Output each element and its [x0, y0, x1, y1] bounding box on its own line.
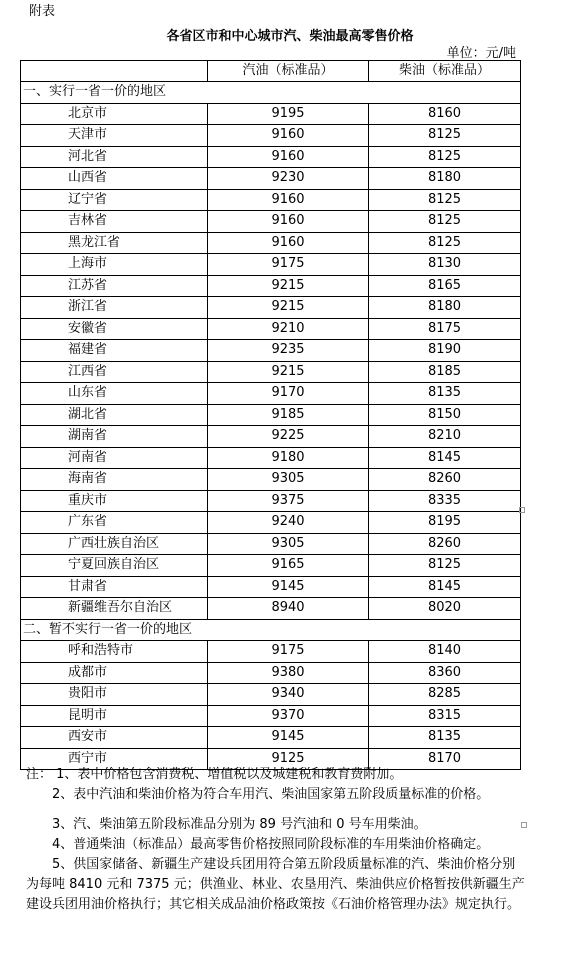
diesel-price-cell: 8160 [369, 103, 521, 125]
diesel-price-cell: 8175 [369, 318, 521, 340]
region-cell: 新疆维吾尔自治区 [21, 598, 208, 620]
note-5: 5、供国家储备、新疆生产建设兵团用符合第五阶段质量标准的汽、柴油价格分别为每吨 8410 元和 7375 元；供渔业、林业、农垦用汽、柴油供应价格暂按供新疆生产建设兵团用油价格执行；其它相关成品油价格政策按《石油价格管理办法》规定执行。 [26, 857, 525, 912]
table-row [21, 705, 521, 727]
table-row [21, 211, 521, 233]
table-row [21, 125, 521, 147]
table-row [21, 103, 521, 125]
gasoline-price-cell: 9195 [208, 103, 369, 125]
diesel-price-cell: 8150 [369, 404, 521, 426]
region-cell: 西宁市 [21, 748, 208, 770]
region-cell: 湖南省 [21, 426, 208, 448]
region-cell: 贵阳市 [21, 684, 208, 706]
diesel-price-cell: 8335 [369, 490, 521, 512]
gasoline-price-cell: 9145 [208, 727, 369, 749]
table-row [21, 361, 521, 383]
table-row [21, 533, 521, 555]
section-row [21, 82, 521, 104]
diesel-price-cell: 8180 [369, 297, 521, 319]
region-cell: 吉林省 [21, 211, 208, 233]
table-row [21, 469, 521, 491]
diesel-price-cell: 8140 [369, 641, 521, 663]
region-cell: 重庆市 [21, 490, 208, 512]
gasoline-price-cell: 9215 [208, 297, 369, 319]
table-row [21, 727, 521, 749]
notes [26, 765, 526, 915]
resize-handle-icon [521, 822, 527, 828]
region-cell: 甘肃省 [21, 576, 208, 598]
region-cell: 江苏省 [21, 275, 208, 297]
gasoline-price-cell: 9305 [208, 533, 369, 555]
section-row [21, 619, 521, 641]
diesel-price-cell: 8125 [369, 555, 521, 577]
region-cell: 北京市 [21, 103, 208, 125]
table-row [21, 490, 521, 512]
diesel-price-cell: 8130 [369, 254, 521, 276]
table-row [21, 662, 521, 684]
region-cell: 江西省 [21, 361, 208, 383]
table-row [21, 232, 521, 254]
region-cell: 浙江省 [21, 297, 208, 319]
table-row [21, 383, 521, 405]
note-1: 注： 1、表中价格包含消费税、增值税以及城建税和教育费附加。 [26, 767, 403, 782]
note-4: 4、普通柴油（标准品）最高零售价格按照同阶段标准的车用柴油价格确定。 [52, 837, 490, 852]
table-row [21, 340, 521, 362]
region-cell: 安徽省 [21, 318, 208, 340]
note-3: 3、汽、柴油第五阶段标准品分别为 89 号汽油和 0 号车用柴油。 [52, 817, 427, 832]
table-row [21, 189, 521, 211]
region-cell: 成都市 [21, 662, 208, 684]
gasoline-price-cell: 9305 [208, 469, 369, 491]
gasoline-price-cell: 9225 [208, 426, 369, 448]
diesel-price-cell: 8185 [369, 361, 521, 383]
diesel-price-cell: 8125 [369, 189, 521, 211]
diesel-price-cell: 8125 [369, 125, 521, 147]
region-cell: 河南省 [21, 447, 208, 469]
table-row [21, 598, 521, 620]
diesel-price-cell: 8315 [369, 705, 521, 727]
diesel-price-cell: 8260 [369, 533, 521, 555]
table-row [21, 146, 521, 168]
gasoline-price-cell: 9160 [208, 211, 369, 233]
table-row [21, 555, 521, 577]
table-row [21, 254, 521, 276]
diesel-price-cell: 8170 [369, 748, 521, 770]
table-row [21, 576, 521, 598]
region-cell: 呼和浩特市 [21, 641, 208, 663]
table-header-row [21, 61, 521, 82]
gasoline-price-cell: 9215 [208, 361, 369, 383]
region-cell: 上海市 [21, 254, 208, 276]
diesel-price-cell: 8020 [369, 598, 521, 620]
gasoline-price-cell: 8940 [208, 598, 369, 620]
region-cell: 广西壮族自治区 [21, 533, 208, 555]
gasoline-price-cell: 9175 [208, 254, 369, 276]
gasoline-price-cell: 9160 [208, 232, 369, 254]
region-cell: 湖北省 [21, 404, 208, 426]
table-row [21, 168, 521, 190]
diesel-price-cell: 8165 [369, 275, 521, 297]
gasoline-price-cell: 9340 [208, 684, 369, 706]
diesel-price-cell: 8145 [369, 576, 521, 598]
price-table [20, 60, 521, 770]
region-cell: 福建省 [21, 340, 208, 362]
diesel-price-cell: 8125 [369, 211, 521, 233]
gasoline-price-cell: 9230 [208, 168, 369, 190]
gasoline-price-cell: 9235 [208, 340, 369, 362]
gasoline-price-cell: 9160 [208, 125, 369, 147]
table-row [21, 404, 521, 426]
diesel-price-cell: 8360 [369, 662, 521, 684]
region-cell: 西安市 [21, 727, 208, 749]
region-cell: 黑龙江省 [21, 232, 208, 254]
gasoline-price-cell: 9375 [208, 490, 369, 512]
region-cell: 河北省 [21, 146, 208, 168]
region-cell: 海南省 [21, 469, 208, 491]
diesel-price-cell: 8285 [369, 684, 521, 706]
diesel-price-cell: 8260 [369, 469, 521, 491]
table-title: 各省区市和中心城市汽、柴油最高零售价格 [166, 29, 414, 44]
region-cell: 辽宁省 [21, 189, 208, 211]
diesel-price-cell: 8135 [369, 383, 521, 405]
section-label: 一、实行一省一价的地区 [21, 82, 521, 104]
table-row [21, 684, 521, 706]
unit-label: 单位：元/吨 [446, 46, 516, 61]
table-row [21, 426, 521, 448]
region-cell: 山西省 [21, 168, 208, 190]
gasoline-price-cell: 9180 [208, 447, 369, 469]
table-row [21, 641, 521, 663]
region-cell: 昆明市 [21, 705, 208, 727]
region-cell: 宁夏回族自治区 [21, 555, 208, 577]
diesel-price-cell: 8125 [369, 232, 521, 254]
region-cell: 天津市 [21, 125, 208, 147]
table-row [21, 275, 521, 297]
gasoline-price-cell: 9215 [208, 275, 369, 297]
diesel-price-cell: 8135 [369, 727, 521, 749]
gasoline-price-cell: 9185 [208, 404, 369, 426]
table-row [21, 447, 521, 469]
diesel-price-cell: 8180 [369, 168, 521, 190]
gasoline-price-cell: 9125 [208, 748, 369, 770]
gasoline-price-cell: 9370 [208, 705, 369, 727]
gasoline-price-cell: 9165 [208, 555, 369, 577]
header-cell-gasoline: 汽油（标准品） [208, 61, 369, 82]
gasoline-price-cell: 9160 [208, 146, 369, 168]
diesel-price-cell: 8195 [369, 512, 521, 534]
diesel-price-cell: 8125 [369, 146, 521, 168]
table-row [21, 297, 521, 319]
gasoline-price-cell: 9160 [208, 189, 369, 211]
resize-handle-icon [519, 507, 525, 513]
section-label: 二、暂不实行一省一价的地区 [21, 619, 521, 641]
note-2: 2、表中汽油和柴油价格为符合车用汽、柴油国家第五阶段质量标准的价格。 [52, 787, 490, 802]
header-cell-diesel: 柴油（标准品） [369, 61, 521, 82]
gasoline-price-cell: 9145 [208, 576, 369, 598]
gasoline-price-cell: 9175 [208, 641, 369, 663]
gasoline-price-cell: 9380 [208, 662, 369, 684]
gasoline-price-cell: 9210 [208, 318, 369, 340]
table-row [21, 318, 521, 340]
table-row [21, 512, 521, 534]
region-cell: 广东省 [21, 512, 208, 534]
price-table-body [21, 61, 521, 770]
diesel-price-cell: 8210 [369, 426, 521, 448]
diesel-price-cell: 8145 [369, 447, 521, 469]
gasoline-price-cell: 9170 [208, 383, 369, 405]
diesel-price-cell: 8190 [369, 340, 521, 362]
gasoline-price-cell: 9240 [208, 512, 369, 534]
region-cell: 山东省 [21, 383, 208, 405]
annex-label: 附表 [29, 4, 56, 19]
header-cell-region [21, 61, 208, 82]
